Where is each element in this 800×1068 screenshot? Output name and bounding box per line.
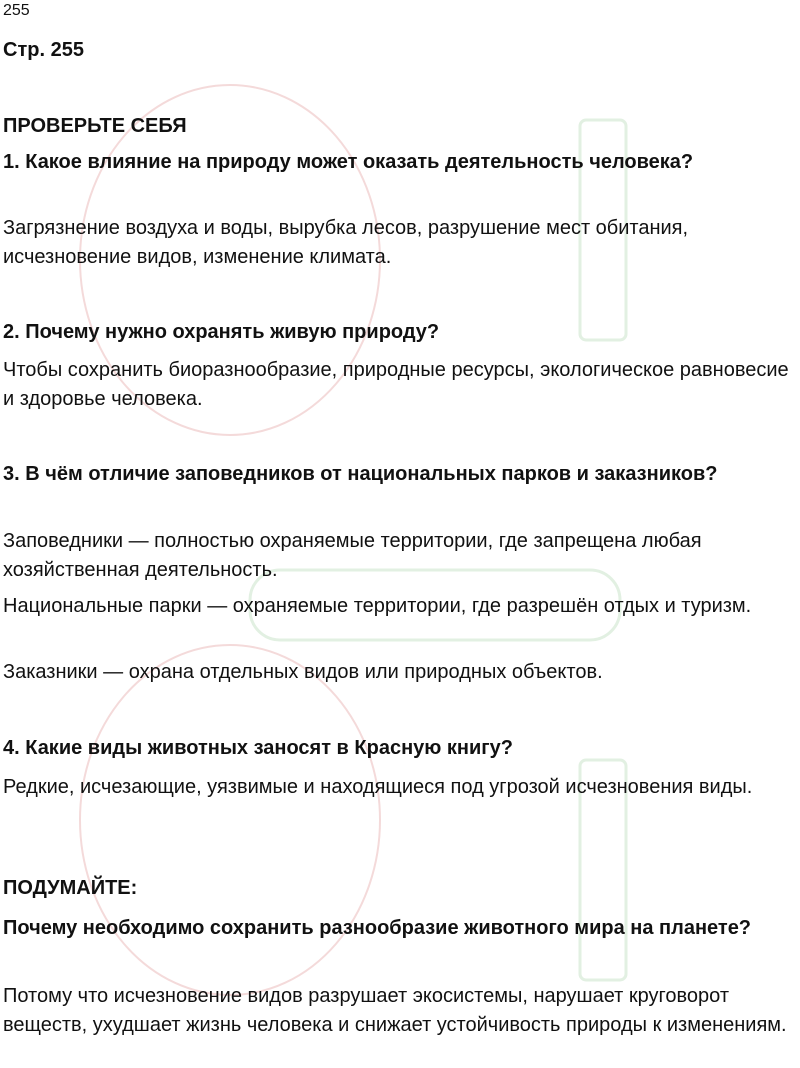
question-block-4 (3, 734, 795, 763)
check-section-heading-block (3, 114, 795, 138)
answer-2: Чтобы сохранить биоразнообразие, природные ресурсы, экологическое равновесие и здоровье человека. (3, 359, 789, 410)
question-2: 2. Почему нужно охранять живую природу? (3, 321, 440, 343)
answer-3b: Национальные парки — охраняемые территории, где разрешён отдых и туризм. (3, 595, 752, 617)
answer-block-3a (3, 527, 795, 585)
think-question-block (3, 914, 795, 943)
question-block-3 (3, 460, 795, 489)
answer-4: Редкие, исчезающие, уязвимые и находящиеся под угрозой исчезновения виды. (3, 776, 753, 798)
answer-block-3c (3, 658, 795, 687)
answer-3c: Заказники — охрана отдельных видов или природных объектов. (3, 661, 603, 683)
answer-1: Загрязнение воздуха и воды, вырубка лесов, разрушение мест обитания, исчезновение видов, изменение климата. (3, 217, 689, 268)
check-section-heading: ПРОВЕРЬТЕ СЕБЯ (3, 115, 187, 137)
question-block-2 (3, 318, 795, 347)
page-number: 255 (3, 2, 30, 19)
answer-block-1 (3, 214, 795, 272)
answer-block-3b (3, 592, 795, 621)
think-question: Почему необходимо сохранить разнообразие животного мира на планете? (3, 917, 752, 939)
answer-block-4 (3, 773, 795, 802)
think-answer: Потому что исчезновение видов разрушает экосистемы, нарушает круговорот веществ, ухудшает жизнь человека и снижает устойчивость природы к изменениям. (3, 985, 787, 1036)
think-answer-block (3, 982, 795, 1040)
question-1: 1. Какое влияние на природу может оказать деятельность человека? (3, 151, 694, 173)
question-block-1 (3, 148, 795, 177)
question-3: 3. В чём отличие заповедников от национальных парков и заказников? (3, 463, 718, 485)
think-section-heading: ПОДУМАЙТЕ: (3, 877, 138, 899)
think-section-heading-block (3, 876, 795, 900)
answer-block-2 (3, 356, 795, 414)
answer-3a: Заповедники — полностью охраняемые территории, где запрещена любая хозяйственная деятельность. (3, 530, 702, 581)
question-4: 4. Какие виды животных заносят в Красную книгу? (3, 737, 513, 759)
page-heading: Стр. 255 (3, 39, 84, 61)
